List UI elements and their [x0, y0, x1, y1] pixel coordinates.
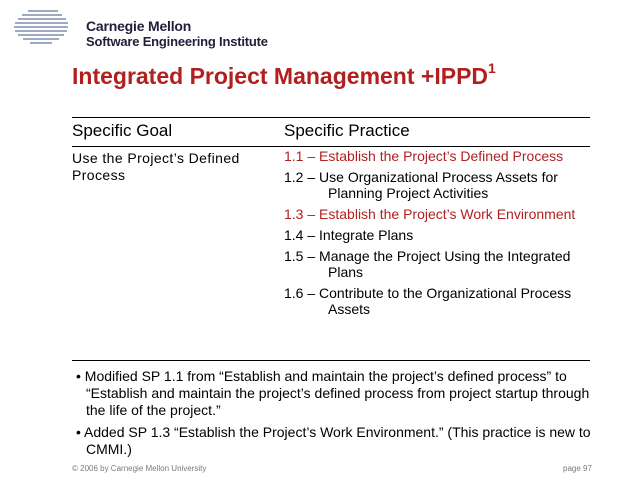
slide-title-footnote: 1	[488, 60, 496, 76]
note-item: • Modified SP 1.1 from “Establish and maintain the project’s defined process” to “Establish and maintain the project’s defined process from project startup through the life of the project.”	[76, 368, 590, 418]
specific-goal: Use the Project’s Defined Process	[72, 150, 240, 183]
logo-line-1: Carnegie Mellon	[86, 18, 192, 34]
goal-column-header: Specific Goal	[72, 121, 173, 140]
notes-list	[76, 368, 596, 463]
copyright-text: © 2006 by Carnegie Mellon University	[72, 464, 207, 473]
practice-item: 1.6 – Contribute to the Organizational Process Assets	[284, 285, 572, 317]
practice-column-header: Specific Practice	[284, 121, 410, 140]
practice-item: 1.5 – Manage the Project Using the Integrated Plans	[284, 248, 571, 280]
sei-logo	[12, 8, 272, 48]
sei-logo-icon	[12, 8, 68, 44]
practice-item: 1.1 – Establish the Project’s Defined Process	[284, 148, 564, 164]
table-top-rule	[72, 117, 590, 118]
slide-title	[72, 60, 496, 90]
logo-line-2: Software Engineering Institute	[86, 34, 268, 49]
practice-item: 1.4 – Integrate Plans	[284, 227, 414, 243]
practice-item: 1.2 – Use Organizational Process Assets for Planning Project Activities	[284, 169, 558, 201]
table-header-rule	[72, 146, 590, 147]
table-bottom-rule	[72, 360, 590, 361]
note-item: • Added SP 1.3 “Establish the Project’s Work Environment.” (This practice is new to CMMI.)	[76, 424, 591, 457]
slide-title-text: Integrated Project Management +IPPD	[72, 63, 489, 89]
practice-list	[284, 148, 584, 322]
practice-item: 1.3 – Establish the Project’s Work Environment	[284, 206, 576, 222]
page-number: page 97	[563, 464, 592, 473]
